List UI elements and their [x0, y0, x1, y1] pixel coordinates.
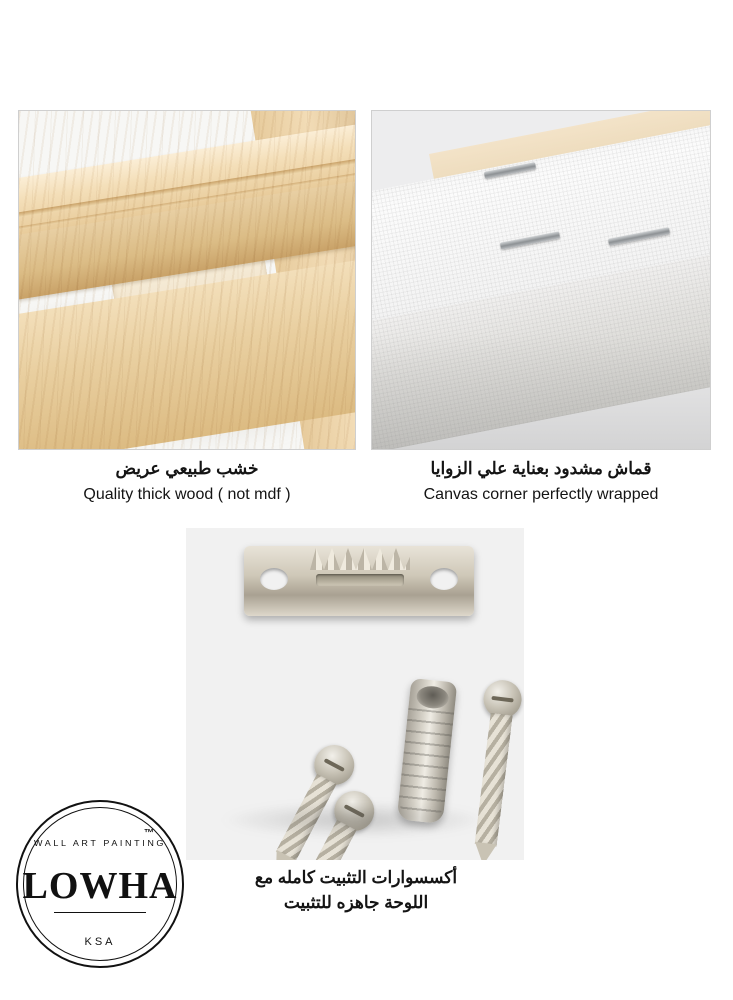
- photo-canvas-corner: [371, 110, 711, 450]
- panel-hardware: [186, 528, 524, 860]
- caption-hardware-arabic-line1: أكسسوارات التثبيت كامله مع: [254, 868, 458, 887]
- wood-grain-texture: [19, 111, 355, 449]
- brand-logo: [16, 800, 184, 968]
- trademark-symbol: ™: [144, 828, 154, 839]
- caption-wood: [18, 458, 356, 506]
- canvas-drop-shadow: [372, 334, 710, 449]
- photo-mounting-hardware: [186, 528, 524, 860]
- caption-wood-arabic: خشب طبيعي عريض: [115, 459, 259, 478]
- caption-canvas-arabic: قماش مشدود بعناية علي الزوايا: [430, 459, 652, 478]
- caption-hardware-arabic-line2: اللوحة جاهزه للتثبيت: [283, 892, 429, 912]
- logo-divider: [54, 912, 146, 913]
- logo-country: KSA: [84, 936, 116, 948]
- caption-hardware: [186, 866, 526, 915]
- caption-wood-english: Quality thick wood ( not mdf ): [83, 486, 291, 504]
- panel-wood: [18, 110, 356, 506]
- logo-tagline: WALL ART PAINTING: [33, 838, 167, 848]
- sawtooth-hanger-icon: [244, 546, 474, 616]
- hardware-drop-shadow: [220, 802, 490, 838]
- caption-canvas: [371, 458, 711, 506]
- caption-canvas-english: Canvas corner perfectly wrapped: [423, 486, 659, 504]
- logo-wordmark: LOWHA: [22, 865, 178, 907]
- photo-wood-frame: [18, 110, 356, 450]
- panel-canvas: [371, 110, 711, 506]
